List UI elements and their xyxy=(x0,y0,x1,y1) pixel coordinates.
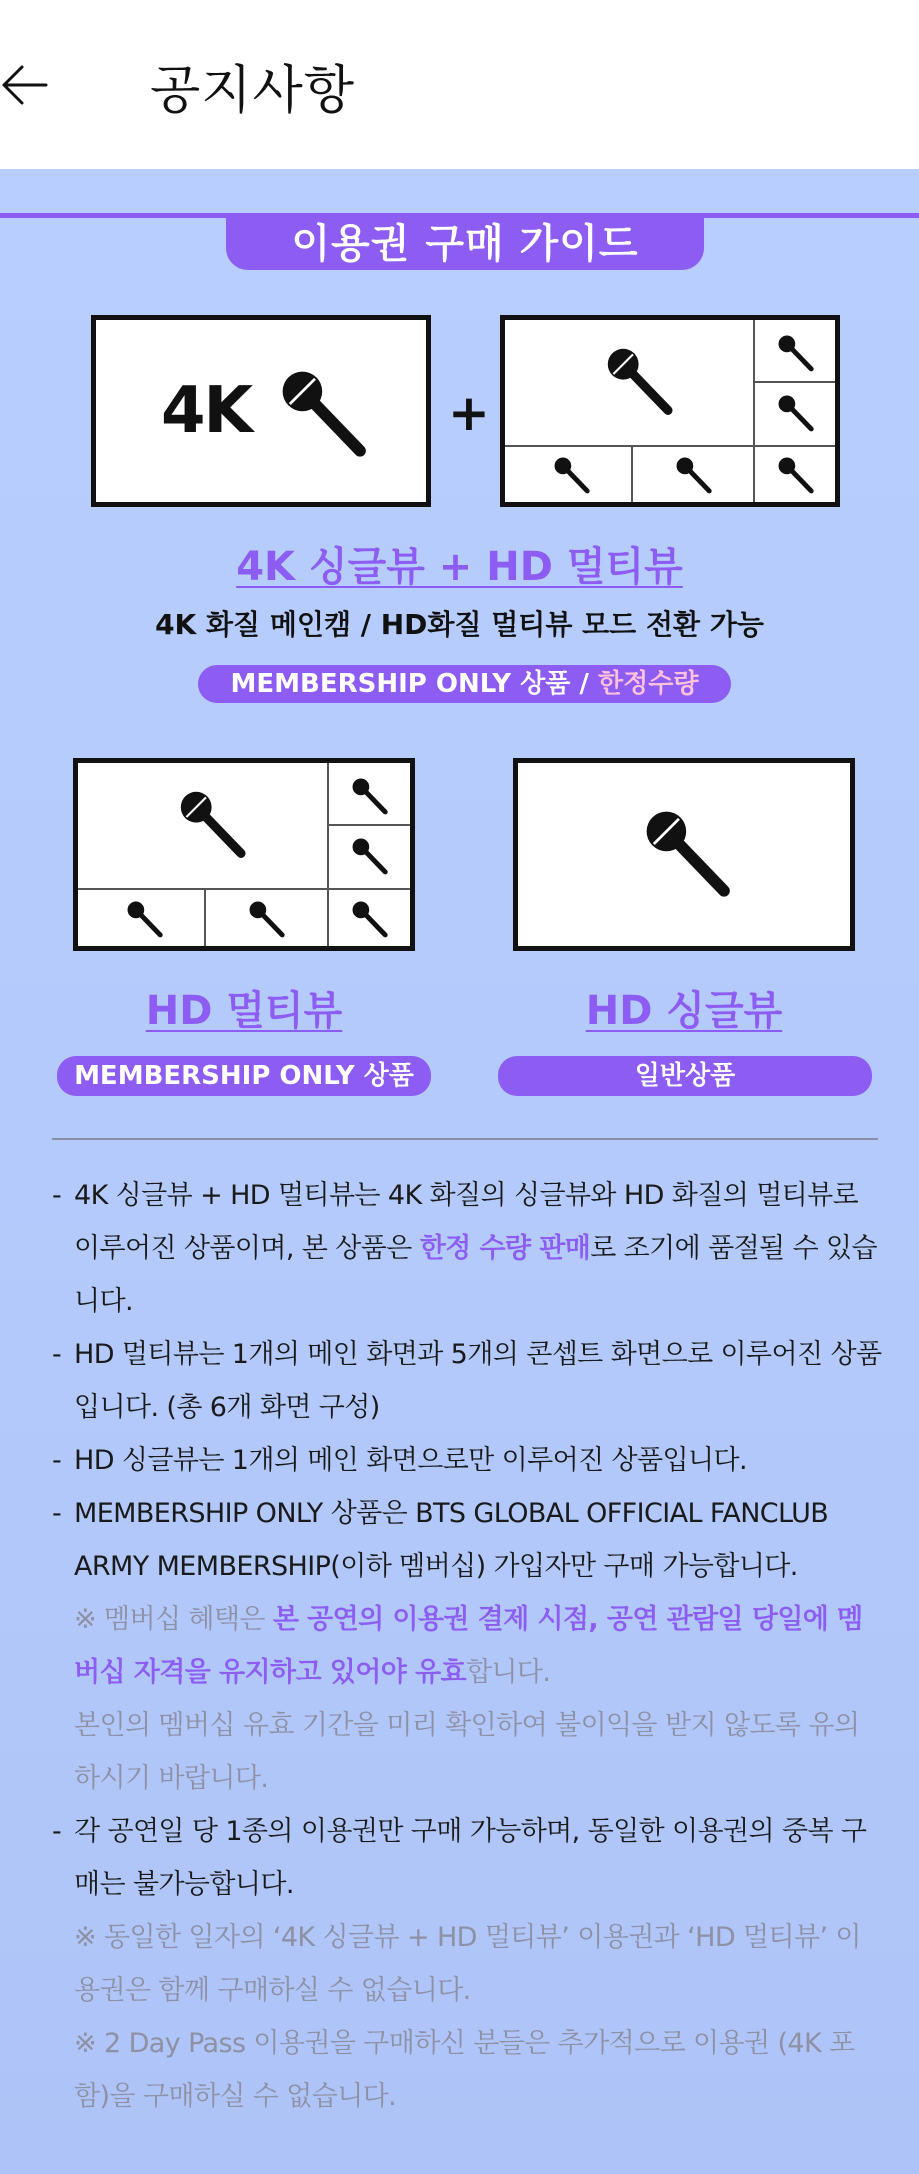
note-text: 합니다. xyxy=(465,1657,551,1688)
4k-label: 4K xyxy=(161,374,252,448)
microphone-icon xyxy=(178,789,248,859)
note-text: ※ 멤버십 혜택은 xyxy=(74,1604,273,1635)
hd-multiview-title: HD 멀티뷰 xyxy=(145,988,343,1034)
page-title: 공지사항 xyxy=(150,61,355,121)
note-text: ※ 동일한 일자의 ‘4K 싱글뷰 + HD 멀티뷰’ 이용권과 ‘HD 멀티뷰’ 이용권은 함께 구매하실 수 없습니다. xyxy=(74,1922,861,2006)
note-item xyxy=(52,1487,882,1593)
note-highlight: 본 공연의 이용권 결제 시점, 공연 관람일 당일에 멤버십 자격을 유지하고 있어야 유효 xyxy=(74,1604,863,1688)
note-text: MEMBERSHIP ONLY 상품은 BTS GLOBAL OFFICIAL FANCLUB ARMY MEMBERSHIP(이하 멤버십) 가입자만 구매 가능합니다. xyxy=(74,1498,829,1582)
note-text: 각 공연일 당 1종의 이용권만 구매 가능하며, 동일한 이용권의 중복 구매는 불가능합니다. xyxy=(74,1816,867,1900)
guide-heading: 이용권 구매 가이드 xyxy=(226,216,704,270)
note-dash: - xyxy=(52,1339,62,1370)
note-subitem xyxy=(52,2017,882,2123)
notice-content xyxy=(0,169,919,2174)
section-divider xyxy=(52,1138,878,1140)
note-text: 본인의 멤버십 유효 기간을 미리 확인하여 불이익을 받지 않도록 유의하시기 바랍니다. xyxy=(74,1710,860,1794)
microphone-icon xyxy=(605,346,675,416)
note-item xyxy=(52,1434,882,1487)
note-text: HD 멀티뷰는 1개의 메인 화면과 5개의 콘셉트 화면으로 이루어진 상품입니다. (총 6개 화면 구성) xyxy=(74,1339,882,1423)
note-text: HD 싱글뷰는 1개의 메인 화면으로만 이루어진 상품입니다. xyxy=(74,1445,747,1476)
hd-singleview-badge: 일반상품 xyxy=(498,1056,872,1096)
microphone-icon xyxy=(279,368,369,458)
4k-singleview-illustration xyxy=(91,315,431,507)
hd-singleview-title: HD 싱글뷰 xyxy=(585,988,783,1034)
hd-multiview-illustration xyxy=(73,758,415,951)
note-item xyxy=(52,1805,882,1911)
note-item xyxy=(52,1328,882,1434)
note-dash: - xyxy=(52,1498,62,1529)
microphone-icon xyxy=(777,334,815,372)
note-dash: - xyxy=(52,1816,62,1847)
note-subitem xyxy=(52,1699,882,1805)
microphone-icon xyxy=(553,456,591,494)
microphone-icon xyxy=(675,456,713,494)
plus-sign: + xyxy=(448,384,490,442)
note-dash: - xyxy=(52,1445,62,1476)
combo-product-title: 4K 싱글뷰 + HD 멀티뷰 xyxy=(236,544,683,590)
microphone-icon xyxy=(351,777,389,815)
note-text: 로 조기에 품절될 수 있습니다. xyxy=(74,1233,877,1317)
multiview-illustration xyxy=(500,315,840,507)
note-dash: - xyxy=(52,1180,62,1211)
back-button[interactable] xyxy=(0,55,60,115)
badge-membership-text: MEMBERSHIP ONLY 상품 / xyxy=(230,669,589,699)
microphone-icon xyxy=(351,900,389,938)
note-highlight: 한정 수량 판매 xyxy=(419,1233,591,1264)
note-item xyxy=(52,1169,882,1328)
badge-limited-text: 한정수량 xyxy=(588,669,699,699)
microphone-icon xyxy=(643,808,733,898)
note-subitem xyxy=(52,1911,882,2017)
combo-product-badge xyxy=(198,665,731,703)
combo-product-caption: 4K 화질 메인캠 / HD화질 멀티뷰 모드 전환 가능 xyxy=(155,608,764,641)
arrow-left-icon xyxy=(0,55,60,115)
notice-notes xyxy=(52,1169,882,2123)
hd-multiview-badge: MEMBERSHIP ONLY 상품 xyxy=(57,1056,431,1096)
microphone-icon xyxy=(126,900,164,938)
microphone-icon xyxy=(351,837,389,875)
note-subitem xyxy=(52,1593,882,1699)
microphone-icon xyxy=(248,900,286,938)
hd-singleview-illustration xyxy=(513,758,855,951)
microphone-icon xyxy=(777,394,815,432)
microphone-icon xyxy=(777,456,815,494)
note-text: ※ 2 Day Pass 이용권을 구매하신 분들은 추가적으로 이용권 (4K 포함)을 구매하실 수 없습니다. xyxy=(74,2028,855,2112)
header-bar xyxy=(0,0,919,169)
note-text: 4K 싱글뷰 + HD 멀티뷰는 4K 화질의 싱글뷰와 HD 화질의 멀티뷰로 이루어진 상품이며, 본 상품은 xyxy=(74,1180,859,1264)
